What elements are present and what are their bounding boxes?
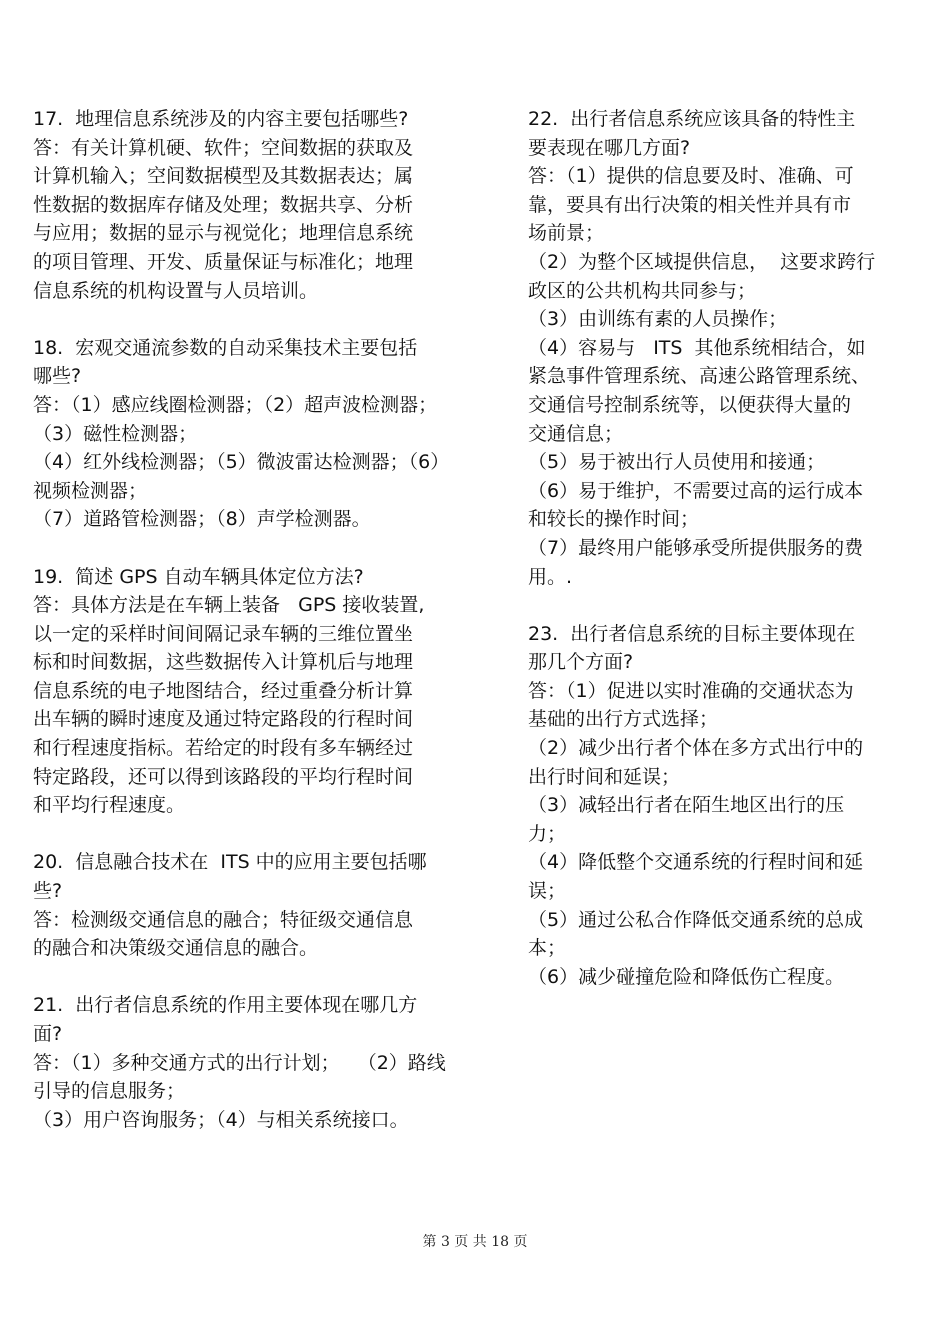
answer-line: （2）为整个区域提供信息， 这要求跨行	[528, 250, 876, 273]
paragraph-gap	[33, 305, 478, 334]
answer-line: 场前景；	[528, 222, 605, 245]
answer-line: （3）减轻出行者在陌生地区出行的压	[528, 794, 845, 817]
qa-block	[33, 563, 478, 820]
answer-line: （6）减少碰撞危险和降低伤亡程度。	[528, 965, 845, 988]
answer-line: （5）易于被出行人员使用和接通；	[528, 451, 826, 474]
page-footer: 第 3 页 共 18 页	[422, 1234, 528, 1250]
question-line: 21. 出行者信息系统的作用主要体现在哪几方	[33, 994, 418, 1017]
answer-line: 答：检测级交通信息的融合；特征级交通信息	[33, 908, 414, 931]
qa-block	[33, 105, 478, 305]
answer-line: 和较长的操作时间；	[528, 508, 700, 531]
question-line: 22. 出行者信息系统应该具备的特性主	[528, 108, 856, 130]
qa-block	[33, 848, 478, 962]
answer-line: 出车辆的瞬时速度及通过特定路段的行程时间	[33, 708, 414, 731]
question-line: 要表现在哪几方面?	[528, 136, 691, 159]
answer-line: 的项目管理、开发、质量保证与标准化；地理	[33, 250, 414, 273]
qa-block	[33, 334, 478, 534]
qa-block	[528, 620, 898, 992]
answer-line: （4）降低整个交通系统的行程时间和延	[528, 851, 864, 874]
answer-line: 和平均行程速度。	[33, 794, 186, 817]
qa-block	[33, 991, 478, 1134]
answer-line: 答：（1）多种交通方式的出行计划； （2）路线	[33, 1051, 446, 1074]
left-column	[33, 105, 478, 1134]
answer-line: 政区的公共机构共同参与；	[528, 279, 757, 302]
answer-line: （7）最终用户能够承受所提供服务的费	[528, 536, 864, 559]
paragraph-gap	[33, 534, 478, 563]
answer-line: （5）通过公私合作降低交通系统的总成	[528, 908, 864, 931]
question-line: 23. 出行者信息系统的目标主要体现在	[528, 622, 856, 645]
answer-line: 靠，要具有出行决策的相关性并具有市	[528, 193, 852, 216]
answer-line: 标和时间数据，这些数据传入计算机后与地理	[33, 651, 414, 674]
answer-line: （2）减少出行者个体在多方式出行中的	[528, 737, 864, 760]
answer-line: 力；	[528, 822, 567, 845]
answer-line: （7）道路管检测器；（8）声学检测器。	[33, 508, 371, 531]
answer-line: （4）容易与 ITS 其他系统相结合，如	[528, 336, 866, 359]
answer-line: 视频检测器；	[33, 479, 148, 502]
question-line: 哪些?	[33, 365, 82, 388]
answer-line: 答：（1）感应线圈检测器；（2）超声波检测器；	[33, 393, 438, 416]
answer-line: （4）红外线检测器；（5）微波雷达检测器；（6）	[33, 451, 450, 474]
answer-line: 基础的出行方式选择；	[528, 708, 719, 731]
answer-line: 和行程速度指标。若给定的时段有多车辆经过	[33, 737, 414, 760]
answer-line: 本；	[528, 937, 567, 960]
answer-line: 交通信号控制系统等，以便获得大量的	[528, 393, 852, 416]
answer-line: 信息系统的电子地图结合，经过重叠分析计算	[33, 679, 414, 702]
answer-line: 交通信息；	[528, 422, 624, 445]
answer-line: 误；	[528, 880, 567, 903]
answer-line: 引导的信息服务；	[33, 1080, 186, 1103]
answer-line: 出行时间和延误；	[528, 765, 681, 788]
paragraph-gap	[33, 963, 478, 992]
answer-line: 答：（1）提供的信息要及时、准确、可	[528, 165, 854, 188]
question-line: 20. 信息融合技术在 ITS 中的应用主要包括哪	[33, 851, 427, 874]
paragraph-gap	[528, 591, 898, 620]
question-line: 18. 宏观交通流参数的自动采集技术主要包括	[33, 336, 418, 359]
answer-line: 答：具体方法是在车辆上装备 GPS 接收装置,	[33, 594, 425, 617]
answer-line: 性数据的数据库存储及处理；数据共享、分析	[33, 193, 414, 216]
answer-line: 用。.	[528, 565, 573, 588]
answer-line: （3）磁性检测器；	[33, 422, 198, 445]
answer-line: （3）用户咨询服务；（4）与相关系统接口。	[33, 1108, 409, 1131]
question-line: 那几个方面?	[528, 651, 634, 674]
answer-line: 答：有关计算机硬、软件；空间数据的获取及	[33, 136, 414, 159]
answer-line: 特定路段，还可以得到该路段的平均行程时间	[33, 765, 414, 788]
answer-line: 答：（1）促进以实时准确的交通状态为	[528, 679, 854, 702]
right-column	[528, 105, 898, 991]
answer-line: 紧急事件管理系统、高速公路管理系统、	[528, 365, 871, 388]
answer-line: 以一定的采样时间间隔记录车辆的三维位置坐	[33, 622, 414, 645]
answer-line: 与应用；数据的显示与视觉化；地理信息系统	[33, 222, 414, 245]
question-line: 些?	[33, 880, 63, 903]
answer-line: 信息系统的机构设置与人员培训。	[33, 279, 319, 302]
answer-line: 计算机输入；空间数据模型及其数据表达；属	[33, 165, 414, 188]
question-line: 面?	[33, 1023, 63, 1045]
paragraph-gap	[33, 820, 478, 849]
answer-line: （3）由训练有素的人员操作；	[528, 308, 788, 331]
question-line: 19. 简述 GPS 自动车辆具体定位方法?	[33, 565, 364, 588]
answer-line: 的融合和决策级交通信息的融合。	[33, 937, 319, 960]
question-line: 17. 地理信息系统涉及的内容主要包括哪些?	[33, 108, 409, 130]
qa-block	[528, 105, 898, 591]
answer-line: （6）易于维护，不需要过高的运行成本	[528, 479, 864, 502]
